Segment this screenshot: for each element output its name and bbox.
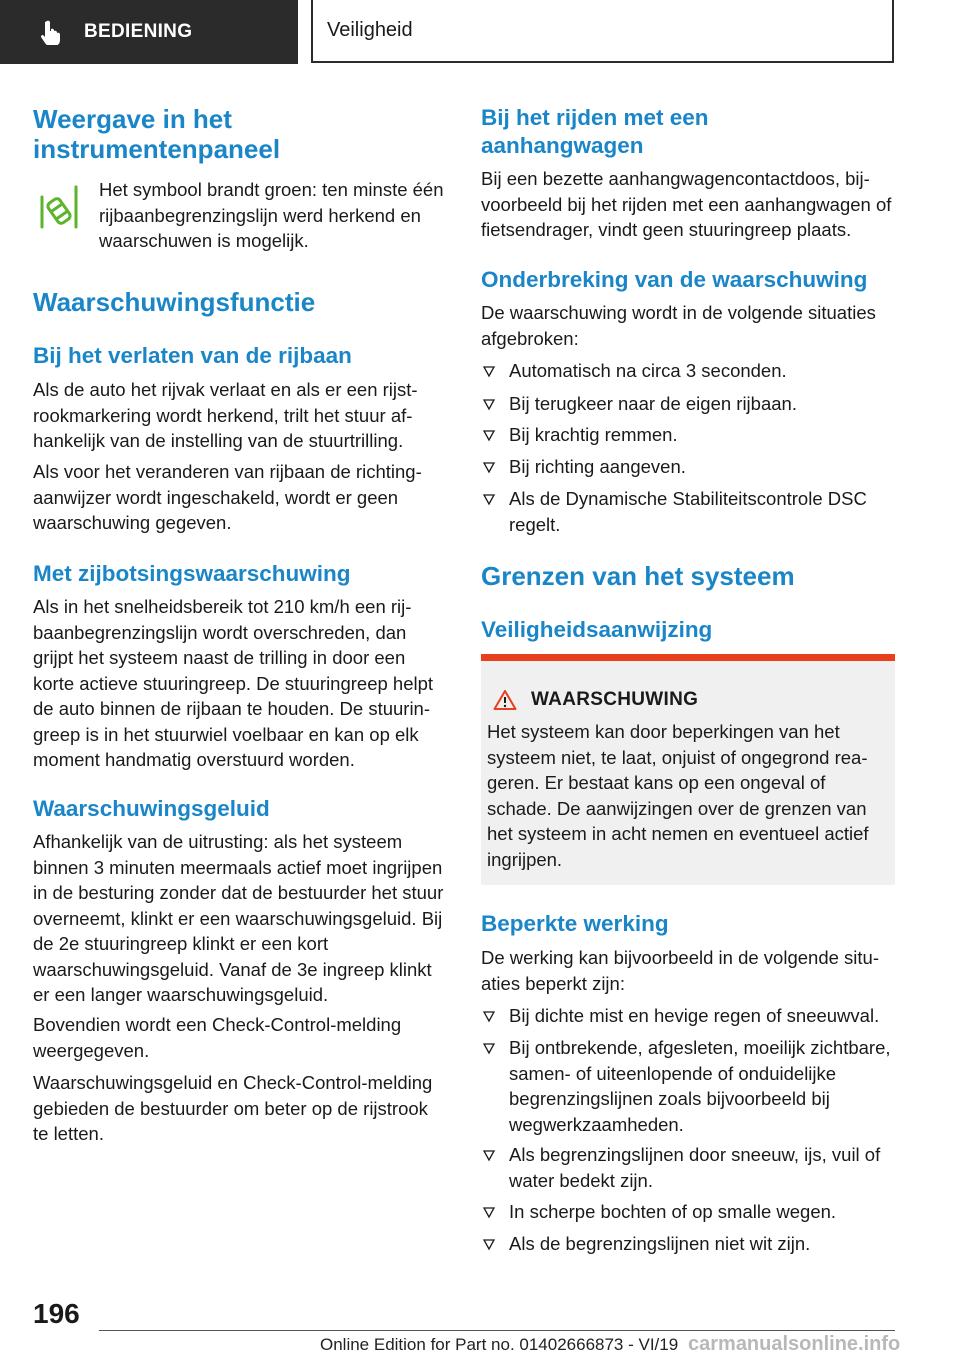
footer-divider bbox=[99, 1330, 895, 1331]
heading-sound: Waarschuwingsgeluid bbox=[33, 796, 270, 821]
sound-paragraph-2: Bovendien wordt een Check-Control-melding weergegeven. bbox=[33, 1014, 402, 1061]
leaving-paragraph-1: Als de auto het rijvak verlaat en als er een rijstrookmarkering wordt herkend, trilt het stuur afhankelijk van de instelling van de stuurtrilling. bbox=[33, 379, 418, 451]
heading-trailer: Bij het rijden met een aanhangwagen bbox=[481, 105, 709, 158]
list-item: Bij krachtig remmen. bbox=[481, 422, 895, 448]
heading-limited: Beperkte werking bbox=[481, 911, 669, 936]
page-number: 196 bbox=[33, 1298, 80, 1329]
limited-paragraph: De werking kan bijvoorbeeld in de volgende situaties beperkt zijn: bbox=[481, 947, 879, 994]
collision-paragraph: Als in het snelheidsbereik tot 210 km/h een rijbaanbegrenzingslijn wordt overschreden, dan grijpt het systeem naast de trilling in door een korte actieve stuuringreep. De stuuringreep helpt de auto binnen de rijbaan te houden. De stuuringreep is in het stuurwiel voelbaar en kan op elk moment handmatig overstuurd worden. bbox=[33, 596, 434, 770]
interrupt-paragraph: De waarschuwing wordt in de volgende situaties afgebroken: bbox=[481, 302, 876, 349]
footer-edition: Online Edition for Part no. 01402666873 - VI/19 bbox=[320, 1335, 679, 1354]
sound-paragraph-1: Afhankelijk van de uitrusting: als het systeem binnen 3 minuten meermaals actief moet ingrijpen in de besturing zonder dat de bestuurder het stuur overneemt, klinkt er een waarschuwingsgeluid. Bij de 2e stuuringreep klinkt er een kort waarschuwingsgeluid. Vanaf de 3e ingreep klinkt er een langer waarschuwingsgeluid. bbox=[33, 831, 444, 1005]
list-item: Bij ontbrekende, afgesleten, moeilijk zichtbare, samen- of uiteenlopende of onduidelijke begrenzingslijnen zoals bijvoorbeeld bij wegwerkzaamheden. bbox=[481, 1035, 895, 1137]
list-item: In scherpe bochten of op smalle wegen. bbox=[481, 1199, 895, 1225]
warning-box bbox=[481, 654, 895, 885]
triangle-bullet-icon bbox=[483, 486, 495, 511]
heading-safety: Veiligheidsaanwijzing bbox=[481, 617, 713, 642]
chapter-tab bbox=[0, 0, 298, 64]
list-item: Automatisch na circa 3 seconden. bbox=[481, 358, 895, 384]
display-text: Het symbool brandt groen: ten minste één rijbaanbegrenzingslijn werd herkend en waarschuwen is mogelijk. bbox=[99, 179, 444, 251]
chapter-label: BEDIENING bbox=[84, 21, 193, 42]
leaving-paragraph-2: Als voor het veranderen van rijbaan de richtingaanwijzer wordt ingeschakeld, wordt er geen waarschuwing gegeven. bbox=[33, 461, 422, 533]
triangle-bullet-icon bbox=[483, 422, 495, 447]
triangle-bullet-icon bbox=[483, 1142, 495, 1167]
triangle-bullet-icon bbox=[483, 1199, 495, 1224]
list-item: Als de begrenzingslijnen niet wit zijn. bbox=[481, 1231, 895, 1257]
list-item: Bij richting aangeven. bbox=[481, 454, 895, 480]
sound-paragraph-3: Waarschuwingsgeluid en Check-Control-melding gebieden de bestuurder om beter op de rijstrook te letten. bbox=[33, 1072, 433, 1144]
watermark: carmanualsonline.info bbox=[688, 1333, 901, 1355]
triangle-bullet-icon bbox=[483, 1035, 495, 1060]
heading-limits: Grenzen van het systeem bbox=[481, 561, 795, 591]
triangle-bullet-icon bbox=[483, 1231, 495, 1256]
heading-collision: Met zijbotsingswaarschuwing bbox=[33, 561, 351, 586]
list-item: Bij dichte mist en hevige regen of sneeuwval. bbox=[481, 1003, 895, 1029]
warning-text: Het systeem kan door beperkingen van het systeem niet, te laat, onjuist of ongegrond reageren. Er bestaat kans op een ongeval of schade. De aanwijzingen over de grenzen van het systeem in acht nemen en eventueel actief ingrijpen. bbox=[487, 721, 869, 870]
heading-interrupt: Onderbreking van de waarschuwing bbox=[481, 267, 868, 292]
heading-display: Weergave in het instrumentenpaneel bbox=[33, 104, 281, 164]
list-item: Als begrenzingslijnen door sneeuw, ijs, vuil of water bedekt zijn. bbox=[481, 1142, 895, 1193]
triangle-bullet-icon bbox=[483, 358, 495, 383]
heading-function: Waarschuwingsfunctie bbox=[33, 287, 316, 317]
triangle-bullet-icon bbox=[483, 1003, 495, 1028]
warning-title: WAARSCHUWING bbox=[531, 689, 699, 710]
heading-leaving: Bij het verlaten van de rijbaan bbox=[33, 343, 352, 368]
list-item: Als de Dynamische Stabiliteitscontrole DSC regelt. bbox=[481, 486, 895, 537]
section-label: Veiligheid bbox=[327, 19, 413, 41]
triangle-bullet-icon bbox=[483, 391, 495, 416]
warning-header bbox=[493, 689, 698, 711]
section-tab bbox=[311, 0, 894, 63]
warning-triangle-icon bbox=[493, 689, 517, 711]
list-item: Bij terugkeer naar de eigen rijbaan. bbox=[481, 391, 895, 417]
lane-assist-icon bbox=[39, 183, 79, 231]
hand-pointer-icon bbox=[38, 19, 64, 45]
trailer-paragraph: Bij een bezette aanhangwagencontactdoos, bijvoorbeeld bij het rijden met een aanhangwagen of fietsendrager, vindt geen stuuringreep plaats. bbox=[481, 168, 892, 240]
triangle-bullet-icon bbox=[483, 454, 495, 479]
